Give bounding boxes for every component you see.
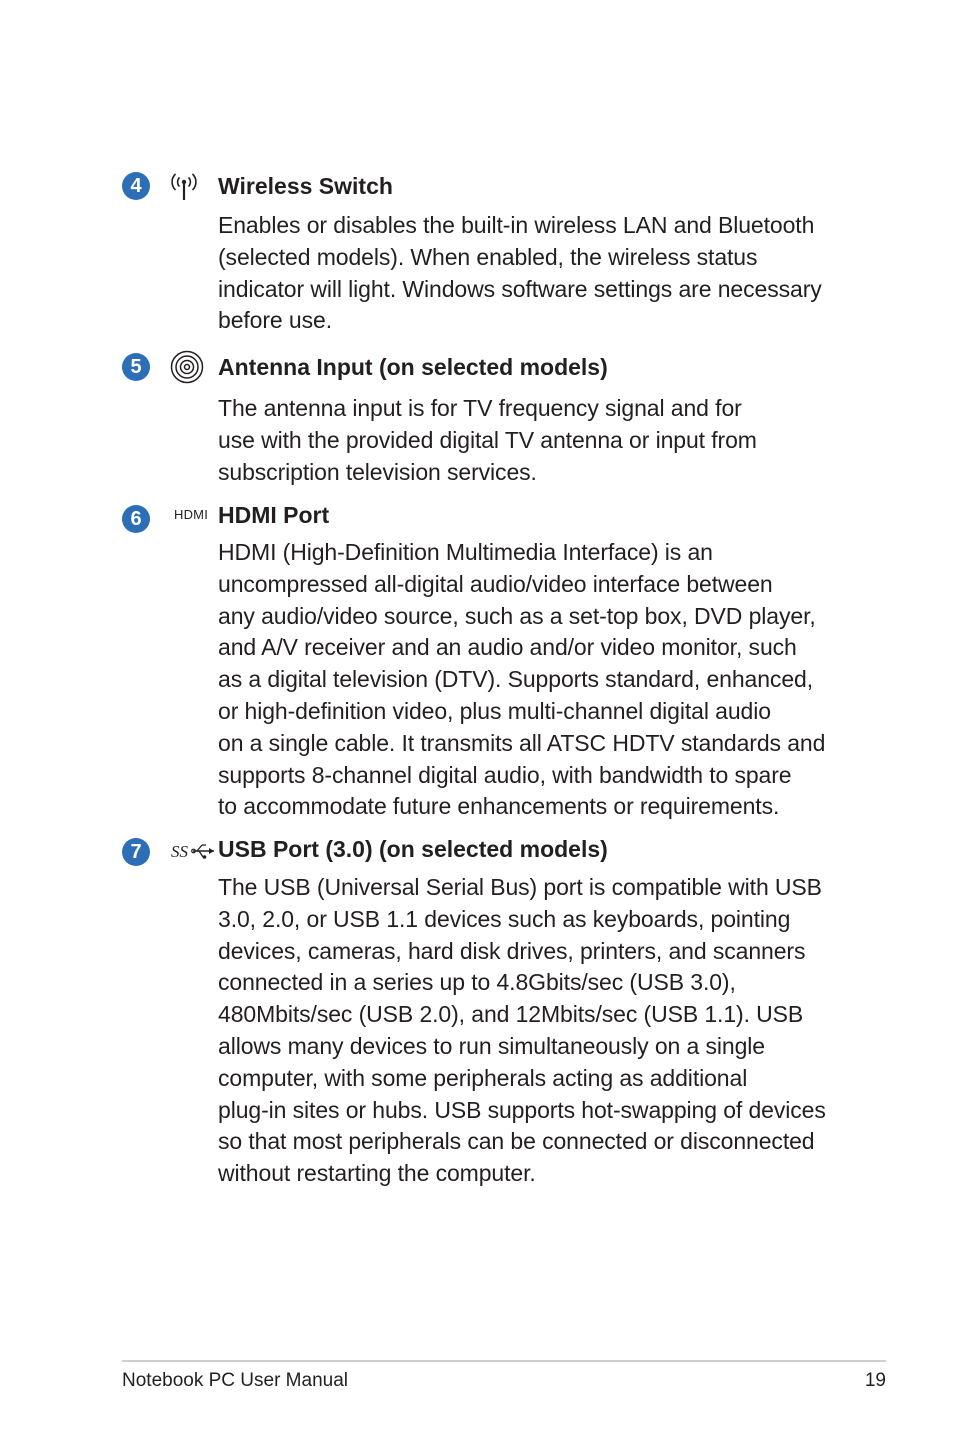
text-line: devices, cameras, hard disk drives, printers, and scanners (218, 937, 806, 964)
antenna-icon (170, 350, 204, 389)
text-line: or high-definition video, plus multi-channel digital audio (218, 697, 771, 724)
text-line: and A/V receiver and an audio and/or video monitor, such (218, 634, 797, 661)
section-title: Wireless Switch (218, 173, 393, 199)
item-number-badge: 4 (122, 172, 150, 200)
svg-text:SS: SS (171, 842, 188, 861)
text-line: uncompressed all-digital audio/video interface between (218, 570, 773, 597)
item-number-badge: 7 (122, 838, 150, 866)
text-line: to accommodate future enhancements or requirements. (218, 793, 780, 820)
text-line: so that most peripherals can be connected or disconnected (218, 1128, 815, 1155)
text-line: before use. (218, 307, 332, 334)
section-title: USB Port (3.0) (on selected models) (218, 836, 608, 862)
text-line: HDMI (High-Definition Multimedia Interface) is an (218, 539, 713, 565)
section-description (218, 537, 848, 823)
text-line: indicator will light. Windows software settings are necessary (218, 275, 822, 302)
text-line: any audio/video source, such as a set-top box, DVD player, (218, 602, 816, 629)
usb-superspeed-icon (170, 840, 216, 867)
section-title: Antenna Input (on selected models) (218, 354, 608, 380)
footer-manual-title: Notebook PC User Manual (122, 1370, 348, 1391)
text-line: 480Mbits/sec (USB 2.0), and 12Mbits/sec (USB 1.1). USB (218, 1001, 804, 1028)
text-line: without restarting the computer. (218, 1160, 536, 1187)
text-line: allows many devices to run simultaneously on a single (218, 1032, 765, 1059)
text-line: plug-in sites or hubs. USB supports hot-swapping of devices (218, 1096, 826, 1123)
wireless-icon (170, 170, 198, 207)
text-line: The USB (Universal Serial Bus) port is compatible with USB (218, 874, 822, 900)
text-line: as a digital television (DTV). Supports standard, enhanced, (218, 666, 813, 693)
text-line: subscription television services. (218, 458, 537, 485)
text-line: (selected models). When enabled, the wireless status (218, 243, 758, 270)
text-line: supports 8-channel digital audio, with bandwidth to spare (218, 761, 792, 788)
section-description (218, 393, 848, 488)
text-line: computer, with some peripherals acting as additional (218, 1064, 748, 1091)
text-line: connected in a series up to 4.8Gbits/sec (USB 3.0), (218, 969, 736, 996)
text-line: use with the provided digital TV antenna or input from (218, 426, 757, 453)
section-title: HDMI Port (218, 502, 330, 528)
hdmi-icon: HDMI (174, 507, 209, 522)
text-line: 3.0, 2.0, or USB 1.1 devices such as keyboards, pointing (218, 905, 791, 932)
section-description (218, 872, 848, 1190)
text-line: Enables or disables the built-in wireless LAN and Bluetooth (218, 212, 815, 238)
text-line: The antenna input is for TV frequency signal and for (218, 395, 742, 421)
item-number-badge: 6 (122, 505, 150, 533)
item-number-badge: 5 (122, 353, 150, 381)
page-number: 19 (864, 1370, 886, 1391)
text-line: on a single cable. It transmits all ATSC HDTV standards and (218, 729, 826, 756)
footer-divider (122, 1360, 886, 1362)
section-description (218, 210, 848, 337)
